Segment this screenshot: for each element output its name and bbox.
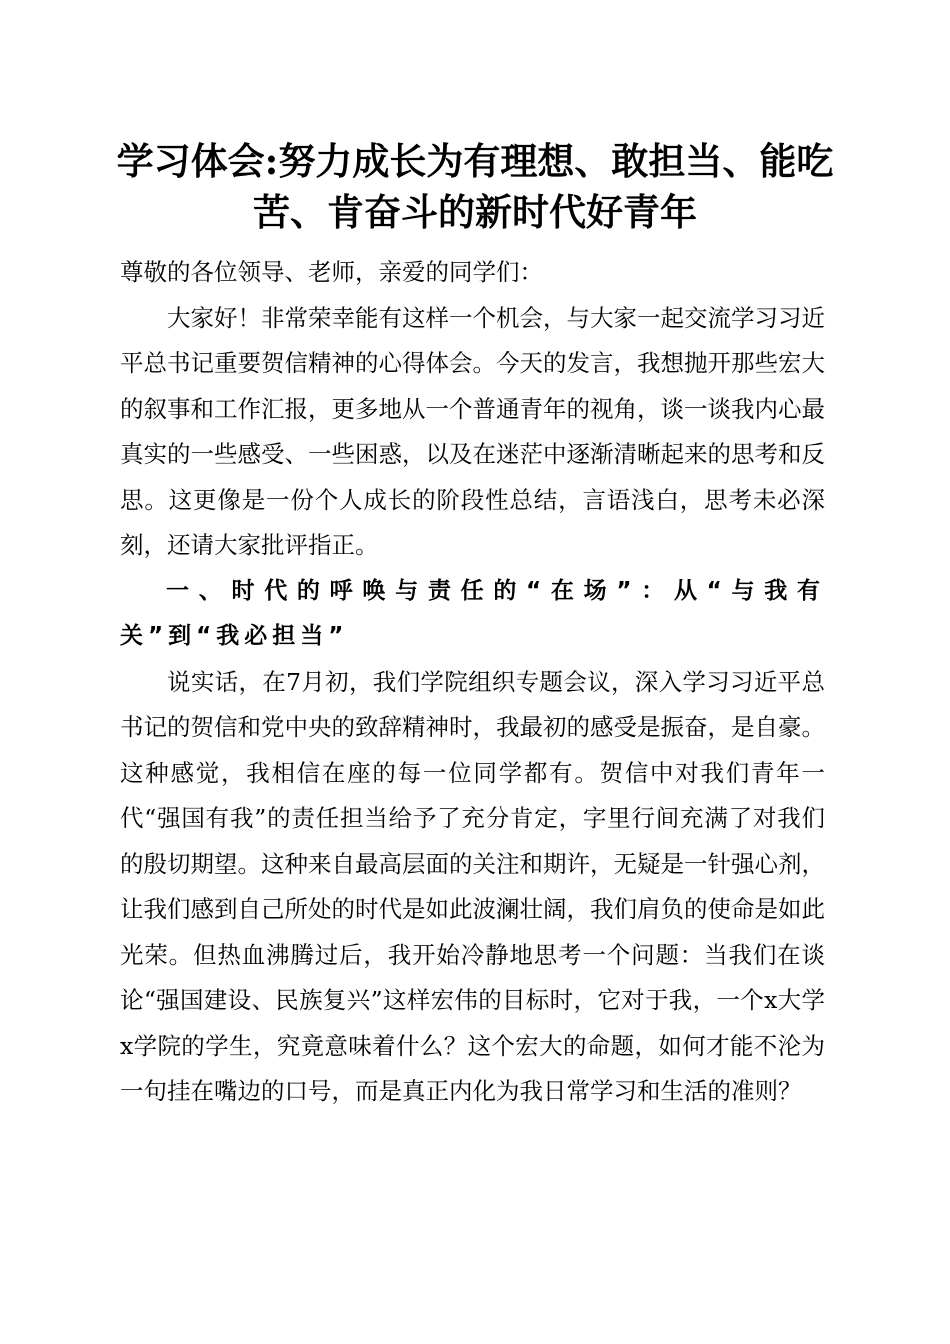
section-heading: 一、时代的呼唤与责任的“在场”：从“与我有关”到“我必担当” xyxy=(120,577,825,649)
document-title xyxy=(110,136,840,238)
paragraph-section-1: 说实话，在7月初，我们学院组织专题会议，深入学习习近平总书记的贺信和党中央的致辞精神时，我最初的感受是振奋，是自豪。这种感觉，我相信在座的每一位同学都有。贺信中对我们青年一代“强国有我”的责任担当给予了充分肯定，字里行间充满了对我们的殷切期望。这种来自最高层面的关注和期许，无疑是一针强心剂，让我们感到自己所处的时代是如此波澜壮阔，我们肩负的使命是如此光荣。但热血沸腾过后，我开始冷静地思考一个问题：当我们在谈论“强国建设、民族复兴”这样宏伟的目标时，它对于我，一个x大学x学院的学生，究竟意味着什么？这个宏大的命题，如何才能不沦为一句挂在嘴边的口号，而是真正内化为我日常学习和生活的准则？ xyxy=(120,667,825,1105)
salutation: 尊敬的各位领导、老师，亲爱的同学们： xyxy=(120,258,543,286)
title-line-2: 苦、肯奋斗的新时代好青年 xyxy=(253,190,697,234)
paragraph-opening: 大家好！非常荣幸能有这样一个机会，与大家一起交流学习习近平总书记重要贺信精神的心得体会。今天的发言，我想抛开那些宏大的叙事和工作汇报，更多地从一个普通青年的视角，谈一谈我内心最真实的一些感受、一些困惑，以及在迷茫中逐渐清晰起来的思考和反思。这更像是一份个人成长的阶段性总结，言语浅白，思考未必深刻，还请大家批评指正。 xyxy=(120,303,825,559)
document-body xyxy=(120,250,825,1115)
title-line-1: 学习体会:努力成长为有理想、敢担当、能吃 xyxy=(116,139,834,183)
